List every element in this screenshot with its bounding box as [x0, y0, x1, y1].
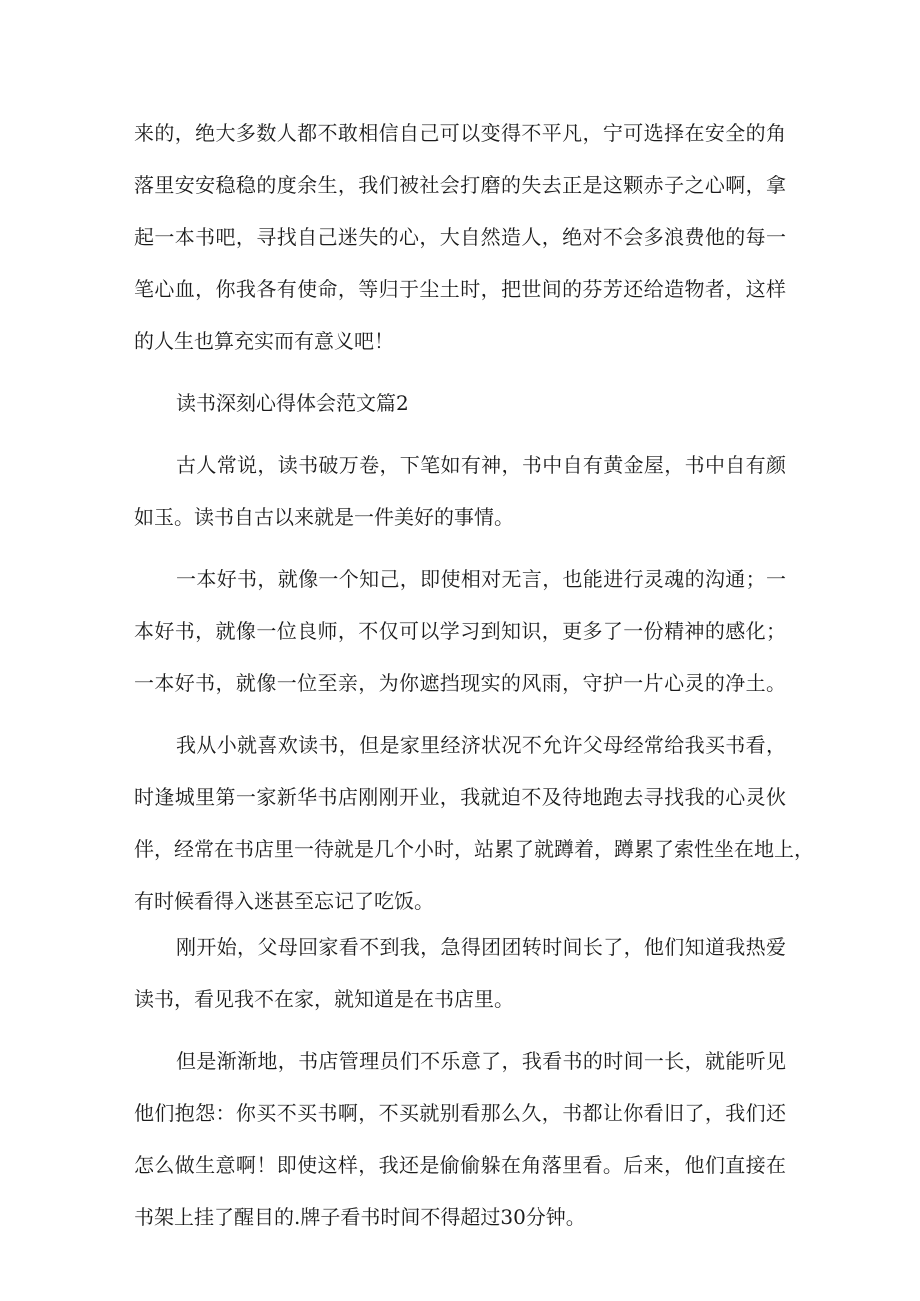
text-line: 但是渐渐地，书店管理员们不乐意了，我看书的时间一长，就能听见: [176, 1049, 786, 1073]
text-line: 时逢城里第一家新华书店刚刚开业，我就迫不及待地跑去寻找我的心灵伙: [134, 785, 786, 809]
text-line: 一本好书，就像一位至亲，为你遮挡现实的风雨，守护一片心灵的净土。: [134, 671, 786, 695]
text-line: 本好书，就像一位良师，不仅可以学习到知识，更多了一份精神的感化；: [134, 619, 786, 643]
text-line: 来的，绝大多数人都不敢相信自己可以变得不平凡，宁可选择在安全的角: [134, 121, 786, 145]
text-line: 如玉。读书自古以来就是一件美好的事情。: [134, 505, 514, 529]
text-line: 刚开始，父母回家看不到我，急得团团转时间长了，他们知道我热爱: [176, 935, 786, 959]
text-line: 他们抱怨：你买不买书啊，不买就别看那么久，书都让你看旧了，我们还: [134, 1101, 786, 1125]
text-line: 怎么做生意啊！即使这样，我还是偷偷躲在角落里看。后来，他们直接在: [134, 1153, 786, 1177]
text-line: 我从小就喜欢读书，但是家里经济状况不允许父母经常给我买书看，: [176, 733, 786, 757]
text-line: 一本好书，就像一个知己，即使相对无言，也能进行灵魂的沟通；一: [176, 567, 786, 591]
text-line: 读书，看见我不在家，就知道是在书店里。: [134, 987, 514, 1011]
text-line: 伴，经常在书店里一待就是几个小时，站累了就蹲着，蹲累了索性坐在地上，: [134, 837, 814, 861]
text-line: 落里安安稳稳的度余生，我们被社会打磨的失去正是这颗赤子之心啊，拿: [134, 173, 786, 197]
text-line: 的人生也算充实而有意义吧！: [134, 329, 394, 353]
text-line: 笔心血，你我各有使命，等归于尘土时，把世间的芬芳还给造物者，这样: [134, 277, 786, 301]
text-line: 有时候看得入迷甚至忘记了吃饭。: [134, 889, 434, 913]
section-heading: 读书深刻心得体会范文篇2: [176, 391, 409, 415]
text-line: 起一本书吧，寻找自己迷失的心，大自然造人，绝对不会多浪费他的每一: [134, 225, 786, 249]
text-line: 古人常说，读书破万卷，下笔如有神，书中自有黄金屋，书中自有颜: [176, 453, 786, 477]
text-line: 书架上挂了醒目的.牌子看书时间不得超过30分钟。: [134, 1205, 586, 1229]
